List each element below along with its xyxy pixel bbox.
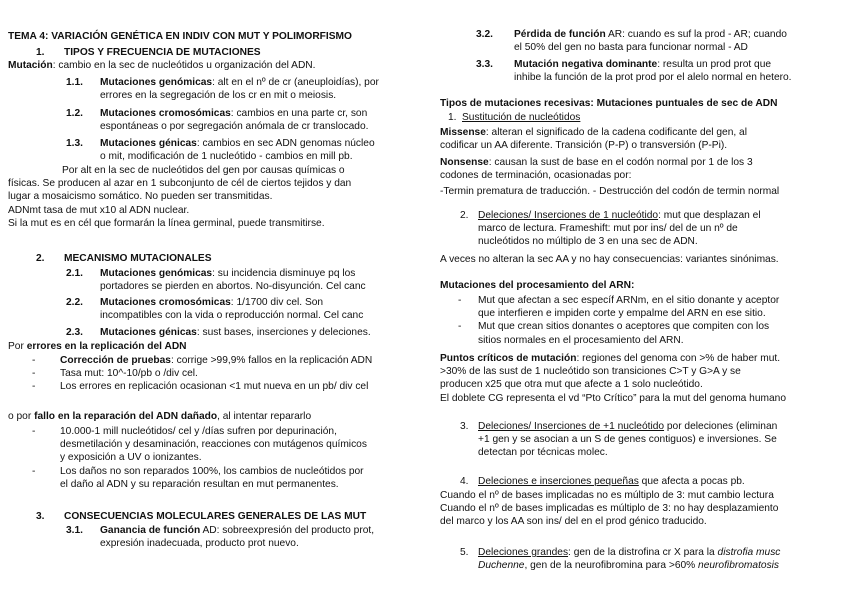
list-item: - Los errores en replicación ocasionan <1 mut nueva en un pb/ div cel (32, 381, 369, 393)
list-item: - Corrección de pruebas: corrige >99,9% fallos en la replicación ADN (32, 355, 373, 366)
replication-errors-heading: Por errores en la replicación del ADN (8, 341, 187, 352)
missense-def: Missense: alteran el significado de la cadena codificante del gen, al codificar un AA diferente. Transición (P-P) o transversión (P-Pi). (440, 127, 747, 152)
list-item: - Mut que crean sitios donantes o aceptores que compiten con los sitios normales en el procesamiento del ARN. (458, 321, 770, 346)
synonymous-note: A veces no alteran la sec AA y no hay consecuencias: variantes sinónimas. (440, 254, 779, 265)
hotspots-def: Puntos críticos de mutación: regiones del genoma con >% de haber mut. >30% de las sust de 1 nucleótido son transiciones C>T y G>A y se producen x25 que otra mut que afecte a 1 solo nucleótido. El doblete CG representa el vd “Pto Crítico” para la mut del genoma humano (440, 353, 786, 404)
rna-processing-heading: Mutaciones del procesamiento del ARN: (440, 280, 635, 291)
item-2-3: 2.3. Mutaciones génicas: sust bases, inserciones y deleciones. (66, 327, 371, 338)
nonsense-def: Nonsense: causan la sust de base en el codón normal por 1 de los 3 codones de terminación, ocasionadas por: (440, 157, 753, 182)
section-3-heading: 3. CONSECUENCIAS MOLECULARES GENERALES DE LAS MUT (36, 511, 367, 522)
item-1-3: 1.3. Mutaciones génicas: cambios en sec ADN genomas núcleo o mit, modificación de 1 nucleótido - cambios en mill pb. (66, 138, 375, 163)
list-item: - 10.000-1 mill nucleótidos/ cel y /días sufren por depurinación, desmetilación y desaminación, reacciones con mutágenos químicos y exposición a UV o ionizantes. (32, 426, 367, 464)
item-del-1: 2. Deleciones/ Inserciones de 1 nucleótido: mut que desplazan el marco de lectura. Frameshift: mut por ins/ del de un nº de nucleótidos no múltiplo de 3 en una sec de ADN. (460, 210, 761, 248)
termination-line: -Termin prematura de traducción. - Destrucción del codón de termin normal (440, 186, 780, 197)
rna-processing-list (458, 294, 779, 347)
item-3-3: 3.3. Mutación negativa dominante: resulta un prod prot que inhibe la función de la prot prod por el alelo normal en hetero. (476, 59, 792, 84)
mutation-definition: Mutación: cambio en la sec de nucleótidos u organización del ADN. (8, 60, 316, 71)
section-2-heading: 2. MECANISMO MUTACIONALES (36, 253, 212, 264)
section-1-heading: 1. TIPOS Y FRECUENCIA DE MUTACIONES (36, 47, 261, 58)
item-2-1: 2.1. Mutaciones genómicas: su incidencia disminuye pq los portadores se pierden en abortos. No-disyunción. Cel canc (66, 268, 366, 293)
item-3-1: 3.1. Ganancia de función AD: sobreexpresión del producto prot, expresión inadecuada, producto prot nuevo. (66, 525, 375, 550)
list-item: - Tasa mut: 10^-10/pb o /div cel. (32, 368, 198, 380)
repair-failure-list (32, 425, 367, 491)
item-del-3: 3. Deleciones/ Inserciones de +1 nucleótido por deleciones (eliminan +1 gen y se asocian a un S de genes contiguos) e inversiones. Se detectan por técnicas molec. (460, 421, 778, 459)
item-del-4: 4. Deleciones e inserciones pequeñas que afecta a pocas pb. (460, 476, 745, 487)
list-item: - Mut que afectan a sec específ ARNm, en el sitio donante y aceptor que interfieren e impiden corte y empalme del ARN en ese sitio. (458, 295, 780, 320)
repair-failure-heading: o por fallo en la reparación del ADN dañado, al intentar repararlo (8, 411, 312, 422)
list-item: - Los daños no son reparados 100%, los cambios de nucleótidos por el daño al ADN y su reparación resultan en mut permanentes. (32, 465, 364, 490)
doc-title: TEMA 4: VARIACIÓN GENÉTICA EN INDIV CON MUT Y POLIMORFISMO (8, 31, 352, 42)
item-1-2: 1.2. Mutaciones cromosómicas: cambios en una parte cr, son espontáneas o por segregación anómala de cr translocado. (66, 108, 369, 133)
replication-errors-list (32, 354, 372, 394)
small-deletions-lines: Cuando el nº de bases implicadas no es múltiplo de 3: mut cambio lectura Cuando el nº de bases implicadas es múltiplo de 3: no hay desplazamiento del marco y los AA son ins/ del en el prod génico traducido. (440, 490, 779, 528)
item-1-1: 1.1. Mutaciones genómicas: alt en el nº de cr (aneuploidías), por errores en la segregación de los cr en mit o meiosis. (66, 77, 379, 102)
item-del-5: 5. Deleciones grandes: gen de la distrofina cr X para la distrofia musc Duchenne, gen de la neurofibromina para >60% neurofibromatosis (460, 547, 781, 572)
paragraph-somatic: Por alt en la sec de nucleótidos del gen por causas químicas o físicas. Se producen al azar en 1 subconjunto de cél de ciertos tejidos y dan lugar a mosaicismo somático. No pueden ser transmitidas. ADNmt tasa de mut x10 al ADN nuclear. Si la mut es en cél que formarán la línea germinal, puede transmitirse. (8, 165, 352, 229)
item-2-2: 2.2. Mutaciones cromosómicas: 1/1700 div cel. Son incompatibles con la vida o reproducción normal. Cel canc (66, 297, 364, 322)
recessive-types-heading: Tipos de mutaciones recesivas: Mutaciones puntuales de sec de ADN (440, 98, 778, 109)
substitution-heading: 1. Sustitución de nucleótidos (448, 112, 581, 123)
item-3-2: 3.2. Pérdida de función AR: cuando es suf la prod - AR; cuando el 50% del gen no basta para funcionar normal - AD (476, 29, 787, 54)
